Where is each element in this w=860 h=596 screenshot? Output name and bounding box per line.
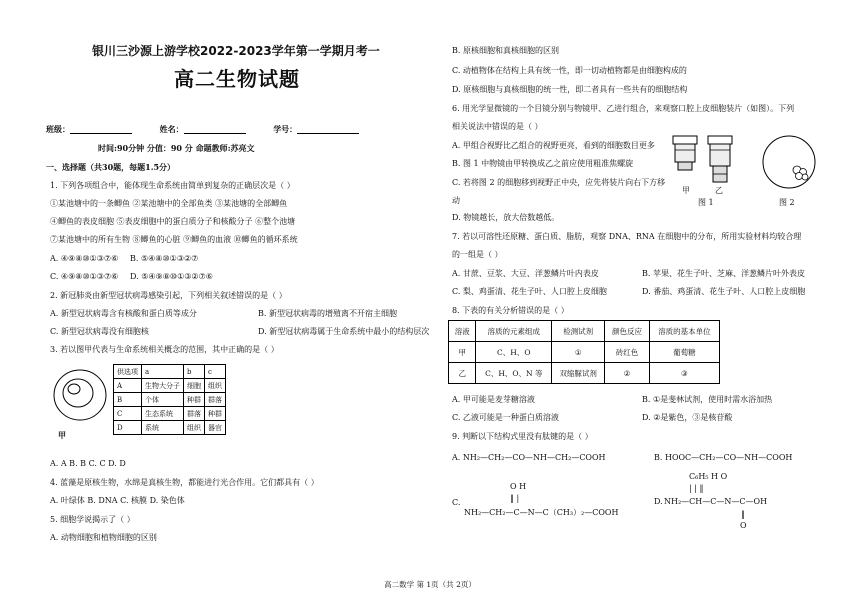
q2-option-d: D. 新型冠状病毒属于生命系统中最小的结构层次 — [258, 327, 430, 336]
q2-stem: 2. 新冠肺炎由新型冠状病毒感染引起，下列相关叙述错误的是（ ） — [50, 291, 287, 300]
q3-table-cell: 系统 — [142, 421, 184, 435]
q8-table-cell: 溶质的元素组成 — [476, 321, 552, 342]
q8-table — [448, 320, 720, 384]
q3-table-cell: D — [114, 421, 142, 435]
label-jia: 甲 — [682, 186, 690, 195]
q1-stem: 1. 下列各项组合中，能体现生命系统由简单到复杂的正确层次是（ ） — [50, 181, 295, 190]
q5-option-d: D. 原核细胞与真核细胞的统一性，即二者具有一些共有的细胞结构 — [452, 85, 688, 94]
q4-options: A. 叶绿体 B. DNA C. 核膜 D. 染色体 — [50, 496, 185, 505]
name-label: 姓名： — [159, 124, 184, 134]
q9-c-bonds: ‖ | — [510, 494, 520, 503]
q1-line3: ⑦某池塘中的所有生物 ⑧鲫鱼的心脏 ⑨鲫鱼的血液 ⑩鲫鱼的循环系统 — [50, 235, 298, 244]
q6-option-b: B. 图 1 中物镜由甲转换成乙之前应使用粗准焦螺旋 — [452, 159, 634, 168]
q9-option-b: B. HOOC—CH₂—CO—NH—COOH — [654, 453, 793, 462]
student-id-field[interactable] — [297, 124, 359, 134]
id-label: 学号： — [273, 124, 298, 134]
q3-options: A. A B. B C. C D. D — [50, 459, 126, 468]
figure-2-caption: 图 2 — [779, 198, 795, 207]
q3-table-cell: 组织 — [184, 421, 205, 435]
q6-option-a: A. 甲组合视野比乙组合的视野更亮，看到的细胞数目更多 — [452, 141, 655, 150]
q3-table-cell: 种群 — [184, 393, 205, 407]
circle-a — [68, 384, 80, 394]
q3-table-row — [114, 379, 226, 393]
q6-stem-line1: 6. 用光学显微镜的一个目镜分别与物镜甲、乙进行组合，来观察口腔上皮细胞装片（如图）。下列 — [452, 104, 795, 113]
q9-c-formula: NH₂—CH₂—C—N—C（CH₃）₂—COOH — [464, 508, 619, 517]
student-info-row — [46, 124, 359, 134]
cheek-cells — [793, 166, 808, 180]
q9-d-oxygen: O — [740, 521, 747, 530]
q9-d-formula: NH₂—CH—C—N—C—OH — [664, 497, 768, 506]
q8-table-cell: 甲 — [449, 342, 476, 363]
figure-1-caption: 图 1 — [698, 198, 714, 207]
q2-option-a: A. 新型冠状病毒含有核酸和蛋白质等成分 — [50, 309, 197, 318]
q8-option-d: D. ②是紫色，③是核苷酸 — [642, 413, 733, 422]
q8-table-cell: 葡萄糖 — [649, 342, 719, 363]
q3-table-cell: b — [184, 365, 205, 379]
q8-table-cell: 砖红色 — [605, 342, 650, 363]
q7-option-b: B. 苹果、花生子叶、芝麻、洋葱鳞片叶外表皮 — [642, 269, 805, 278]
q3-table-row — [114, 407, 226, 421]
q8-table-cell: 颜色反应 — [605, 321, 650, 342]
q3-table-cell: 器官 — [205, 421, 226, 435]
q8-option-b: B. ①是斐林试剂，使用时需水浴加热 — [642, 395, 773, 404]
q1-line2: ④鲫鱼的表皮细胞 ⑤表皮细胞中的蛋白质分子和核酸分子 ⑥整个池塘 — [50, 217, 296, 226]
q5-stem: 5. 细胞学说揭示了（ ） — [50, 515, 135, 524]
q3-table-cell: C — [114, 407, 142, 421]
q3-table-row — [114, 393, 226, 407]
q1-option-d: D. ⑤④⑨⑧⑩①③②⑦⑥ — [130, 272, 213, 281]
q3-table-cell: 生态系统 — [142, 407, 184, 421]
q3-table-cell: 群落 — [184, 407, 205, 421]
name-field[interactable] — [184, 124, 246, 134]
class-label: 班级： — [46, 124, 70, 134]
q7-option-d: D. 番茄、鸡蛋清、花生子叶、人口腔上皮细胞 — [642, 287, 806, 296]
q5-option-b: B. 原核细胞和真核细胞的区别 — [452, 46, 559, 55]
q8-table-row — [449, 363, 720, 384]
q6-stem-line2: 相关说法中错误的是（ ） — [452, 122, 543, 131]
field-of-view-figure — [761, 134, 817, 194]
q2-option-c: C. 新型冠状病毒没有细胞核 — [50, 327, 149, 336]
concept-diagram — [52, 365, 110, 431]
q1-line1: ①某池塘中的一条鲫鱼 ②某池塘中的全部鱼类 ③某池塘的全部鲫鱼 — [50, 199, 288, 208]
view-circle — [763, 136, 815, 188]
q8-table-cell: 溶液 — [449, 321, 476, 342]
q3-table-cell: 群落 — [205, 393, 226, 407]
q6-option-d: D. 物镜越长，放大倍数越低。 — [452, 213, 560, 222]
q3-stem: 3. 若以图甲代表与生命系统相关概念的范围，其中正确的是（ ） — [50, 345, 279, 354]
q8-table-cell: 溶质的基本单位 — [649, 321, 719, 342]
q6-option-c-line2: 动 — [452, 196, 460, 205]
objective-jia — [673, 136, 697, 170]
q1-option-b: B. ⑤④⑧⑩①③②⑦ — [130, 254, 199, 263]
page-title: 高二生物试题 — [174, 67, 300, 91]
diagram-label-jia: 甲 — [58, 430, 66, 440]
q3-table-cell: 种群 — [205, 407, 226, 421]
q7-stem-line2: 的一组是（ ） — [452, 250, 503, 259]
q1-option-c: C. ④⑨⑧⑩①③⑦⑥ — [50, 272, 119, 281]
q3-table-cell: 供选项 — [114, 365, 142, 379]
q9-option-d-label: D. — [654, 497, 663, 506]
q9-c-top: O H — [510, 482, 527, 491]
q9-option-a: A. NH₂—CH₂—CO—NH—CH₂—COOH — [452, 453, 606, 462]
q9-d-top: C₆H₅ H O — [689, 472, 728, 481]
q3-table-row — [114, 421, 226, 435]
q7-option-c: C. 梨、鸡蛋清、花生子叶、人口腔上皮细胞 — [452, 287, 607, 296]
objective-lenses-figure — [670, 134, 740, 190]
school-heading: 银川三沙源上游学校2022-2023学年第一学期月考一 — [92, 44, 380, 58]
q3-table-cell: c — [205, 365, 226, 379]
q5-option-c: C. 动植物体在结构上具有统一性，即一切动植物都是由细胞构成的 — [452, 66, 687, 75]
q2-option-b: B. 新型冠状病毒的增殖离不开宿主细胞 — [258, 309, 397, 318]
q3-table-cell: 个体 — [142, 393, 184, 407]
q9-d-bonds: | | ‖ — [689, 484, 704, 493]
q8-option-c: C. 乙液可能是一种蛋白质溶液 — [452, 413, 559, 422]
q3-table-cell: 组织 — [205, 379, 226, 393]
q3-table-cell: B — [114, 393, 142, 407]
q4-stem: 4. 蓝藻是原核生物，水绵是真核生物，都能进行光合作用。它们都具有（ ） — [50, 478, 319, 487]
q3-table-cell: a — [142, 365, 184, 379]
q9-stem: 9. 判断以下结构式里没有肽键的是（ ） — [452, 432, 593, 441]
q8-table-cell: ③ — [649, 363, 719, 384]
q5-option-a: A. 动物细胞和植物细胞的区别 — [50, 533, 157, 542]
q7-option-a: A. 甘蔗、豆浆、大豆、洋葱鳞片叶内表皮 — [452, 269, 599, 278]
page-footer: 高二数学 第 1页（共 2页） — [384, 580, 476, 589]
q3-table-cell: 细胞 — [184, 379, 205, 393]
q8-stem: 8. 下表的有关分析错误的是（ ） — [452, 306, 569, 315]
q8-table-cell: 乙 — [449, 363, 476, 384]
q9-d-double-bond: ‖ — [741, 510, 745, 519]
objective-yi — [708, 136, 732, 182]
q6-option-c-line1: C. 若将图 2 的细胞移到视野正中央，应先将装片向右下方移 — [452, 178, 666, 187]
q9-option-c-label: C. — [452, 498, 461, 507]
q8-table-cell: ① — [552, 342, 605, 363]
q8-table-cell: C、H、O — [476, 342, 552, 363]
q8-table-row — [449, 321, 720, 342]
label-yi: 乙 — [715, 186, 723, 195]
q8-option-a: A. 甲可能是麦芽糖溶液 — [452, 395, 535, 404]
q1-option-a: A. ④⑨⑧⑩①③⑦⑥ — [50, 254, 119, 263]
q3-table-row — [114, 365, 226, 379]
q7-stem-line1: 7. 若以可溶性还原糖、蛋白质、脂肪，观察 DNA、RNA 在细胞中的分布，所用实验材料均较合理 — [452, 232, 802, 241]
section-heading: 一、选择题（共30题，每题1.5分） — [46, 162, 176, 172]
q8-table-cell: 检测试剂 — [552, 321, 605, 342]
q3-table-cell: 生物大分子 — [142, 379, 184, 393]
exam-meta: 时间:90分钟 分值：90 分 命题教师:苏亮文 — [98, 143, 255, 153]
circle-c — [54, 370, 106, 420]
q3-table-cell: A — [114, 379, 142, 393]
q8-table-row — [449, 342, 720, 363]
q8-table-cell: 双缩脲试剂 — [552, 363, 605, 384]
q3-table — [113, 364, 226, 435]
q8-table-cell: ② — [605, 363, 650, 384]
class-field[interactable] — [70, 124, 132, 134]
q8-table-cell: C、H、O、N 等 — [476, 363, 552, 384]
